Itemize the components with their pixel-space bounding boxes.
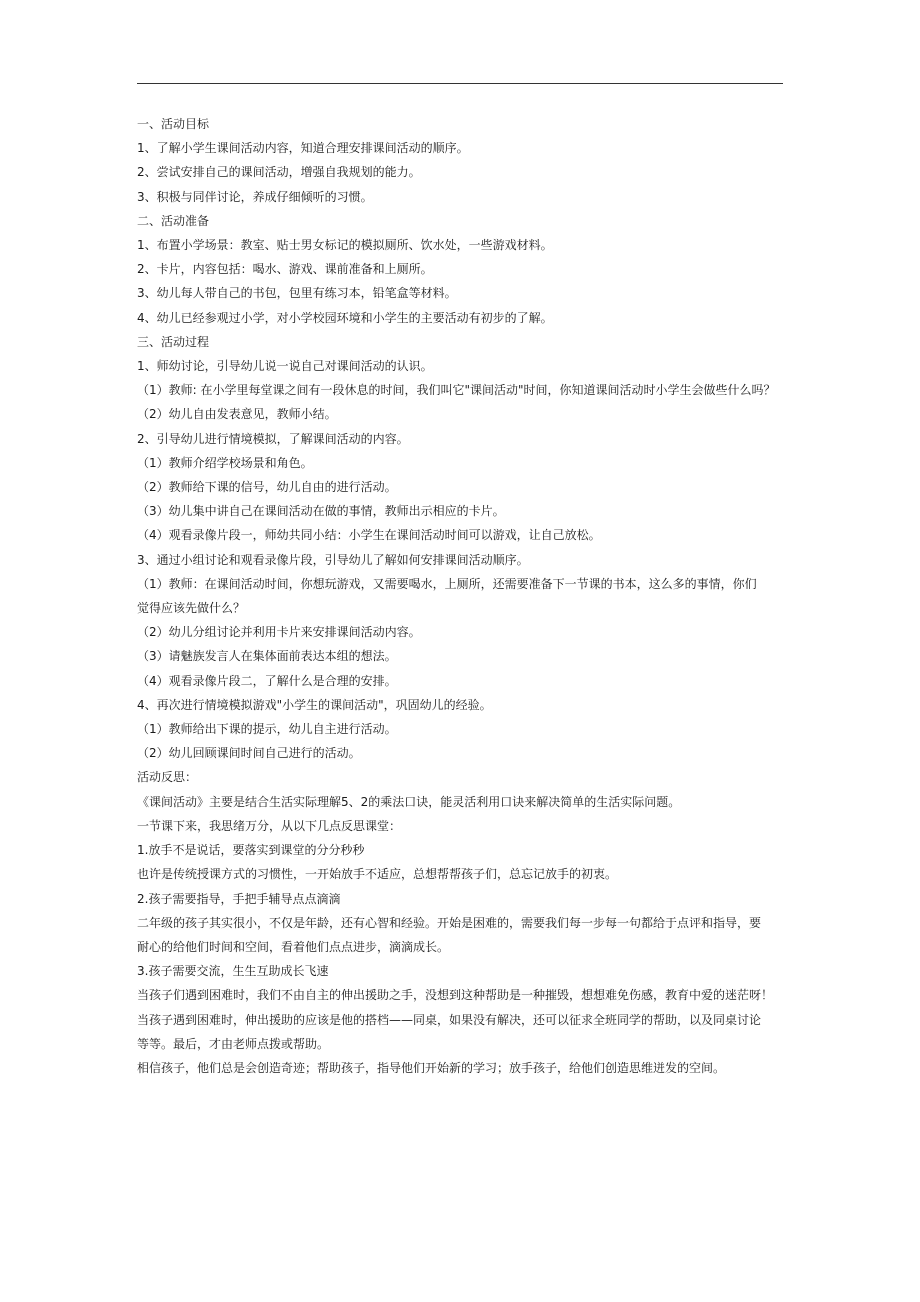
document-body xyxy=(137,112,785,1080)
header-rule xyxy=(137,83,783,84)
goal-item-2: 2、尝试安排自己的课间活动，增强自我规划的能力。 xyxy=(137,165,421,180)
process-step-4-sub-2: （2）幼儿回顾课间时间自己进行的活动。 xyxy=(137,746,361,761)
reflection-closing: 相信孩子，他们总是会创造奇迹；帮助孩子，指导他们开始新的学习；放手孩子，给他们创造思维迸发的空间。 xyxy=(137,1060,726,1075)
prep-item-4: 4、幼儿已经参观过小学，对小学校园环境和小学生的主要活动有初步的了解。 xyxy=(137,310,553,325)
goal-item-3: 3、积极与同伴讨论，养成仔细倾听的习惯。 xyxy=(137,189,373,204)
section-heading-goals: 一、活动目标 xyxy=(137,117,210,131)
process-step-3-sub-2: （2）幼儿分组讨论并利用卡片来安排课间活动内容。 xyxy=(137,625,421,640)
reflection-point-1-text: 也许是传统授课方式的习惯性，一开始放手不适应，总想帮帮孩子们，总忘记放手的初衷。 xyxy=(137,867,618,882)
process-step-1-sub-1: （1）教师: 在小学里每堂课之间有一段休息的时间，我们叫它"课间活动"时间，你知道课间活动时小学生会做些什么吗？ xyxy=(137,383,776,398)
process-step-3-sub-3: （3）请魅族发言人在集体面前表达本组的想法。 xyxy=(137,649,397,664)
reflection-point-3-text-2-cont: 等等。最后，才由老师点拨或帮助。 xyxy=(137,1036,330,1051)
prep-item-2: 2、卡片，内容包括：喝水、游戏、课前准备和上厕所。 xyxy=(137,262,433,277)
reflection-point-2-text: 二年级的孩子其实很小，不仅是年龄，还有心智和经验。开始是困难的，需要我们每一步每一句都给于点评和指导，要 xyxy=(137,915,762,930)
process-step-3-sub-1: （1）教师：在课间活动时间，你想玩游戏，又需要喝水，上厕所，还需要准备下一节课的书本，这么多的事情，你们 xyxy=(137,576,757,591)
process-step-1-sub-2: （2）幼儿自由发表意见，教师小结。 xyxy=(137,407,337,422)
process-step-2-sub-3: （3）幼儿集中讲自己在课间活动在做的事情，教师出示相应的卡片。 xyxy=(137,504,505,519)
process-step-2-sub-4: （4）观看录像片段一，师幼共同小结：小学生在课间活动时间可以游戏，让自己放松。 xyxy=(137,528,601,543)
process-step-4: 4、再次进行情境模拟游戏"小学生的课间活动"，巩固幼儿的经验。 xyxy=(137,697,492,712)
process-step-2: 2、引导幼儿进行情境模拟，了解课间活动的内容。 xyxy=(137,431,409,446)
prep-item-1: 1、布置小学场景：教室、贴士男女标记的模拟厕所、饮水处，一些游戏材料。 xyxy=(137,238,553,253)
section-heading-preparation: 二、活动准备 xyxy=(137,213,210,228)
reflection-point-2-text-cont: 耐心的给他们时间和空间，看着他们点点进步，滴滴成长。 xyxy=(137,939,450,954)
process-step-1: 1、师幼讨论，引导幼儿说一说自己对课间活动的认识。 xyxy=(137,359,433,374)
process-step-2-sub-2: （2）教师给下课的信号，幼儿自由的进行活动。 xyxy=(137,480,397,495)
section-heading-process: 三、活动过程 xyxy=(137,334,210,349)
process-step-3-sub-1-cont: 觉得应该先做什么？ xyxy=(137,601,246,616)
reflection-point-3-text-2: 当孩子遇到困难时，伸出援助的应该是他的搭档——同桌，如果没有解决，还可以征求全班同学的帮助，以及同桌讨论 xyxy=(137,1012,762,1027)
process-step-2-sub-1: （1）教师介绍学校场景和角色。 xyxy=(137,455,313,470)
goal-item-1: 1、了解小学生课间活动内容，知道合理安排课间活动的顺序。 xyxy=(137,141,469,156)
reflection-point-3-text: 当孩子们遇到困难时，我们不由自主的伸出援助之手，没想到这种帮助是一种摧毁，想想难免伤感，教育中爱的迷茫呀！ xyxy=(137,988,774,1003)
reflection-point-3: 3.孩子需要交流，生生互助成长飞速 xyxy=(137,964,329,979)
reflection-intro: 《课间活动》主要是结合生活实际理解5、2的乘法口诀，能灵活利用口诀来解决简单的生活实际问题。 xyxy=(137,794,681,809)
process-step-4-sub-1: （1）教师给出下课的提示，幼儿自主进行活动。 xyxy=(137,722,397,737)
reflection-point-1: 1.放手不是说话，要落实到课堂的分分秒秒 xyxy=(137,843,365,858)
reflection-point-2: 2.孩子需要指导，手把手辅导点点滴滴 xyxy=(137,891,341,906)
prep-item-3: 3、幼儿每人带自己的书包，包里有练习本，铅笔盒等材料。 xyxy=(137,286,457,301)
reflection-heading: 活动反思： xyxy=(137,770,198,785)
process-step-3: 3、通过小组讨论和观看录像片段，引导幼儿了解如何安排课间活动顺序。 xyxy=(137,552,529,567)
reflection-lead: 一节课下来，我思绪万分，从以下几点反思课堂： xyxy=(137,818,402,833)
process-step-3-sub-4: （4）观看录像片段二，了解什么是合理的安排。 xyxy=(137,673,397,688)
